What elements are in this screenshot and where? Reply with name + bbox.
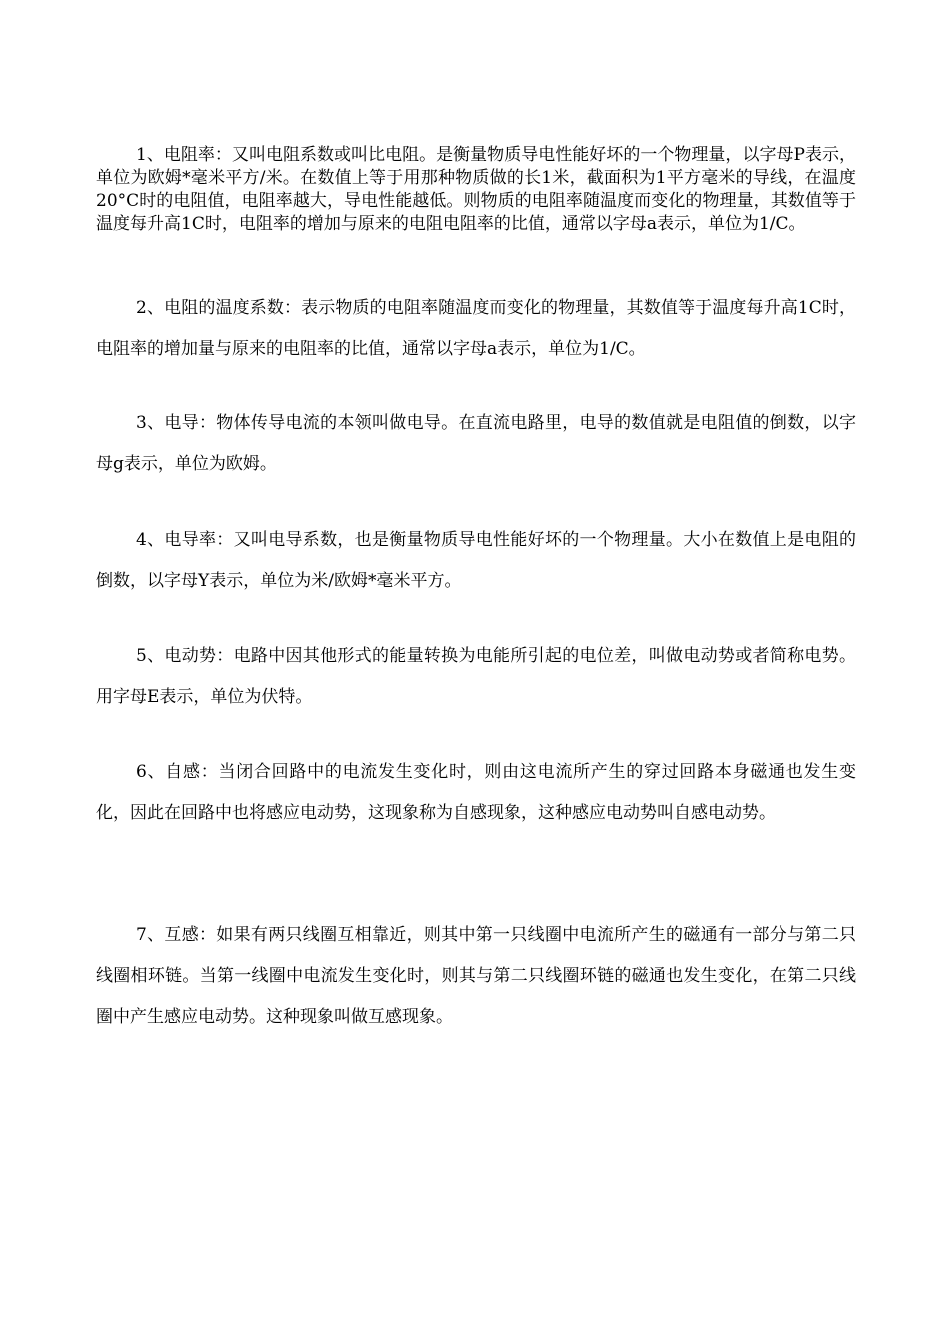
paragraph-mutual-inductance: 7、互感：如果有两只线圈互相靠近，则其中第一只线圈中电流所产生的磁通有一部分与第二只线圈相环链。当第一线圈中电流发生变化时，则其与第二只线圈环链的磁通也发生变化，在第二只线圈中产生感应电动势。这种现象叫做互感现象。: [96, 925, 856, 1027]
paragraph-temperature-coefficient: 2、电阻的温度系数：表示物质的电阻率随温度而变化的物理量，其数值等于温度每升高1C时，电阻率的增加量与原来的电阻率的比值，通常以字母a表示，单位为1/C。: [96, 298, 856, 359]
paragraph-conductance: 3、电导：物体传导电流的本领叫做电导。在直流电路里，电导的数值就是电阻值的倒数，以字母g表示，单位为欧姆。: [96, 413, 856, 474]
paragraph-self-inductance: 6、自感：当闭合回路中的电流发生变化时，则由这电流所产生的穿过回路本身磁通也发生变化，因此在回路中也将感应电动势，这现象称为自感现象，这种感应电动势叫自感电动势。: [96, 762, 856, 823]
paragraph-resistivity: 1、电阻率：又叫电阻系数或叫比电阻。是衡量物质导电性能好坏的一个物理量，以字母P表示，单位为欧姆*毫米平方/米。在数值上等于用那种物质做的长1米，截面积为1平方毫米的导线，在温度20°C时的电阻值，电阻率越大，导电性能越低。则物质的电阻率随温度而变化的物理量，其数值等于温度每升高1C时，电阻率的增加与原来的电阻电阻率的比值，通常以字母a表示，单位为1/C。: [96, 145, 856, 234]
paragraph-electromotive-force: 5、电动势：电路中因其他形式的能量转换为电能所引起的电位差，叫做电动势或者简称电势。用字母E表示，单位为伏特。: [96, 646, 856, 707]
paragraph-conductivity: 4、电导率：又叫电导系数，也是衡量物质导电性能好坏的一个物理量。大小在数值上是电阻的倒数，以字母Y表示，单位为米/欧姆*毫米平方。: [96, 530, 856, 591]
